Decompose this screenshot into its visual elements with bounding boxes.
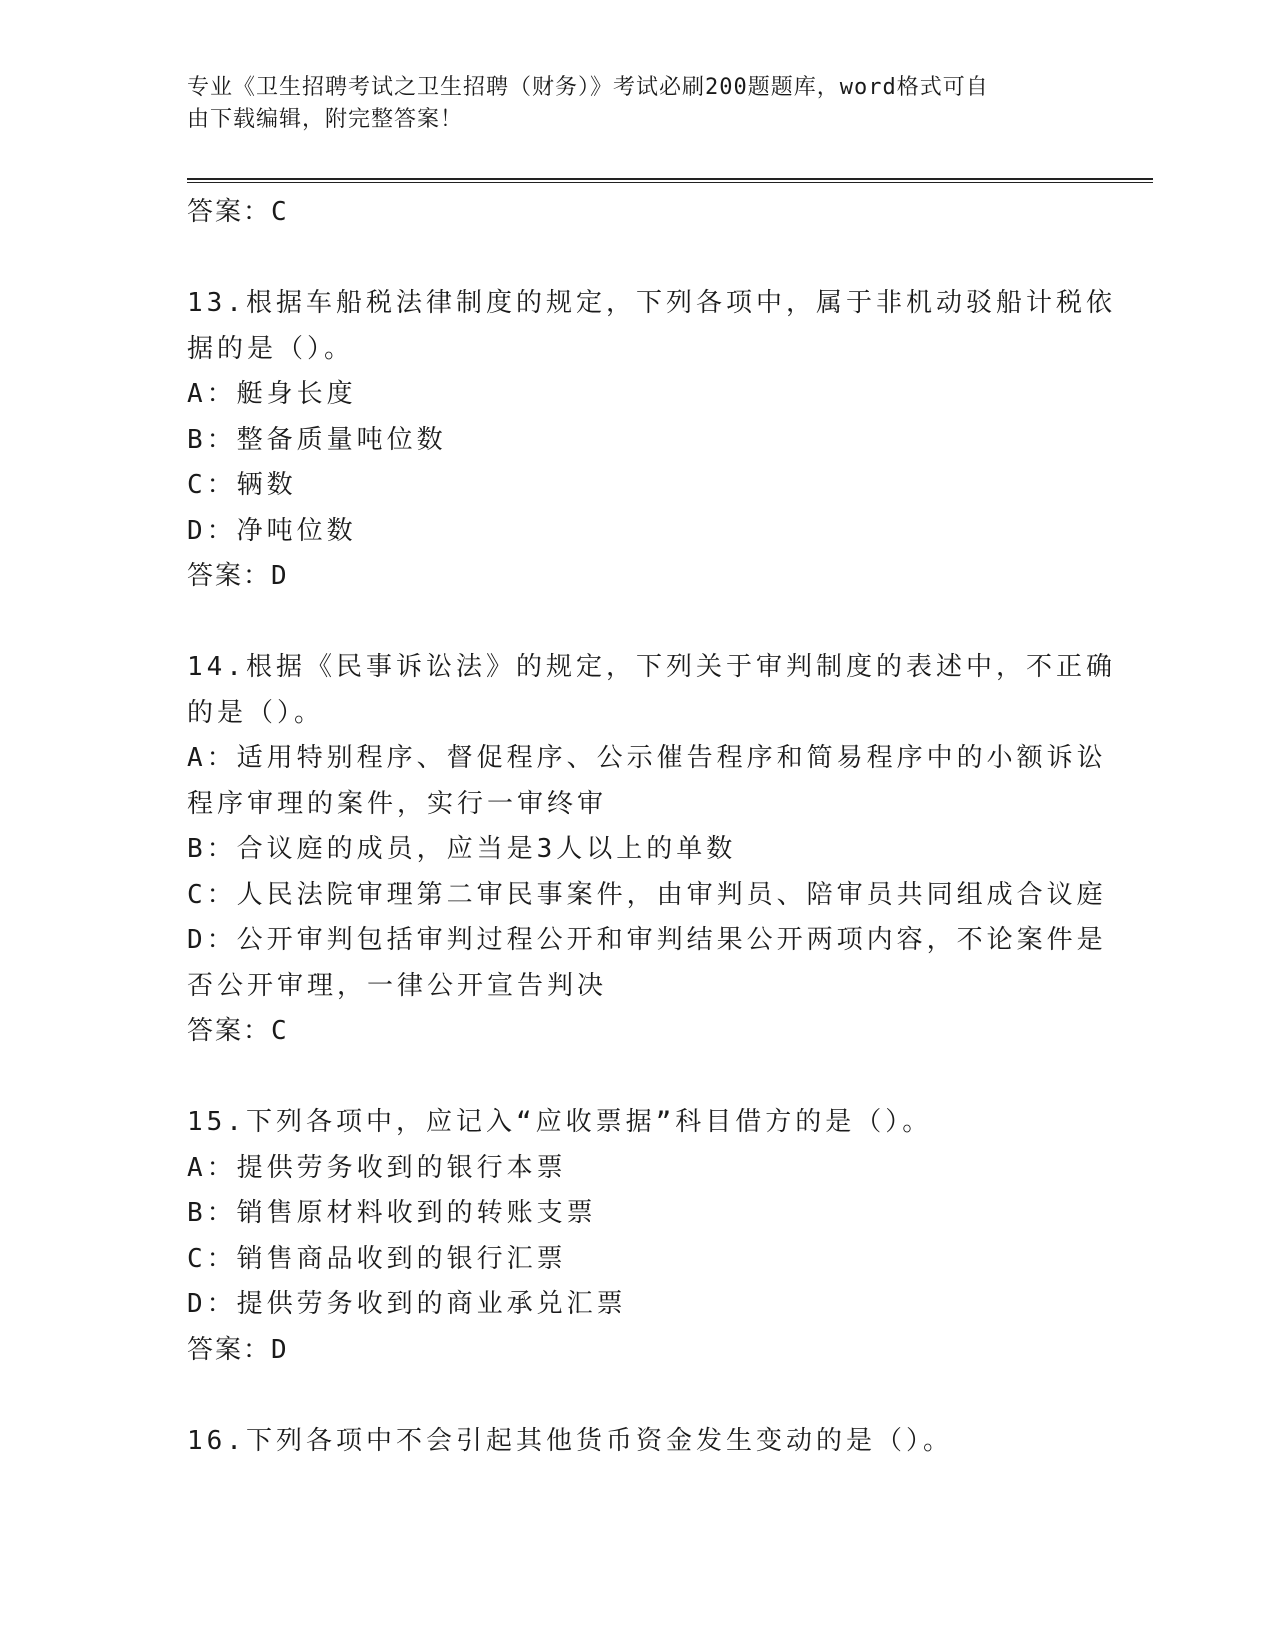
answer-line: 答案：D (187, 1334, 289, 1365)
option-b: B：销售原材料收到的转账支票 (187, 1198, 597, 1228)
question-stem: 13.根据车船税法律制度的规定，下列各项中，属于非机动驳船计税依 (187, 288, 1116, 318)
option-d: D：净吨位数 (187, 515, 357, 546)
answer-line: 答案：D (187, 561, 289, 591)
question-stem: 的是（）。 (187, 697, 325, 728)
question-stem: 15.下列各项中，应记入“应收票据”科目借方的是（）。 (187, 1107, 933, 1137)
option-b: B：合议庭的成员，应当是3人以上的单数 (187, 834, 737, 864)
option-a: A：适用特别程序、督促程序、公示催告程序和简易程序中的小额诉讼 (187, 743, 1107, 773)
spacer (187, 1055, 1067, 1101)
header-line-1: 专业《卫生招聘考试之卫生招聘（财务）》考试必刷200题题库，word格式可自 (187, 75, 989, 100)
spacer (187, 236, 1067, 282)
question-list (187, 190, 1116, 1464)
answer-line: 答案：C (187, 1016, 289, 1046)
question-stem: 14.根据《民事诉讼法》的规定，下列关于审判制度的表述中，不正确 (187, 652, 1116, 682)
question-stem: 16.下列各项中不会引起其他货币资金发生变动的是（）。 (187, 1425, 953, 1456)
question-16 (187, 1419, 1067, 1465)
option-a: A：提供劳务收到的银行本票 (187, 1152, 567, 1183)
header-line-2: 由下载编辑，附完整答案！ (187, 107, 464, 132)
answer-line: 答案：C (187, 197, 289, 227)
option-a-cont: 程序审理的案件，实行一审终审 (187, 788, 608, 819)
option-d-cont: 否公开审理，一律公开宣告判决 (187, 970, 608, 1001)
document-header (187, 72, 1067, 136)
option-d: D：提供劳务收到的商业承兑汇票 (187, 1289, 627, 1319)
header-divider (187, 178, 1153, 183)
option-c: C：辆数 (187, 470, 297, 500)
question-13 (187, 281, 1116, 600)
option-a: A：艇身长度 (187, 379, 357, 409)
spacer (187, 600, 1067, 646)
option-d: D：公开审判包括审判过程公开和审判结果公开两项内容，不论案件是 (187, 925, 1107, 955)
spacer (187, 1373, 1067, 1419)
question-14 (187, 645, 1116, 1055)
option-c: C：人民法院审理第二审民事案件，由审判员、陪审员共同组成合议庭 (187, 879, 1107, 910)
option-b: B：整备质量吨位数 (187, 424, 447, 455)
question-stem: 据的是（）。 (187, 333, 355, 364)
question-15 (187, 1100, 1067, 1373)
option-c: C：销售商品收到的银行汇票 (187, 1243, 567, 1274)
